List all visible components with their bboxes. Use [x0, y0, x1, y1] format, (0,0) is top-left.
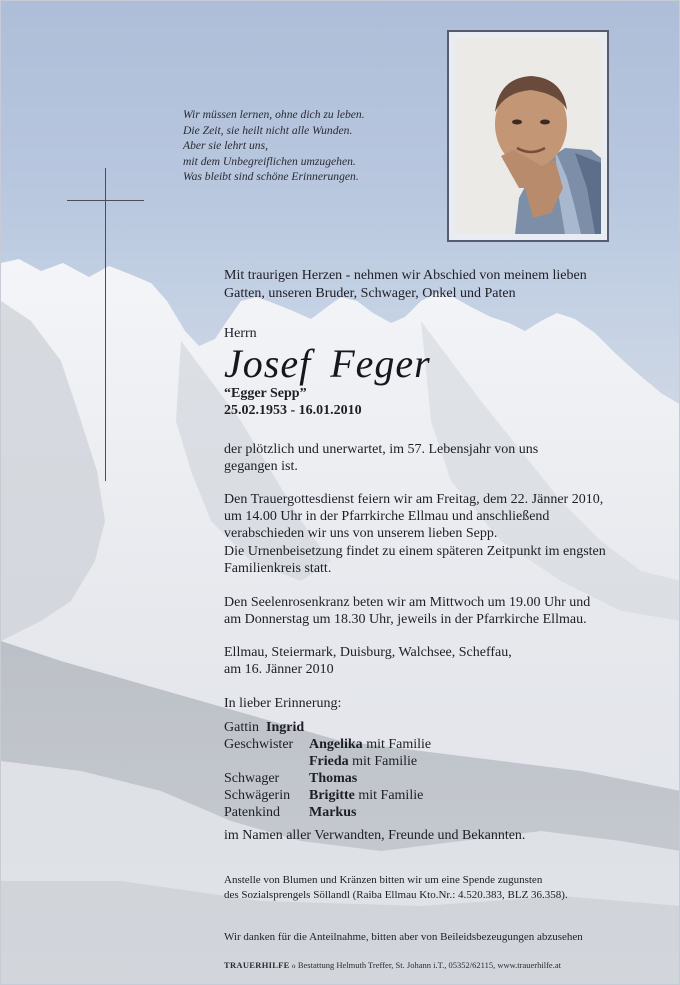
relative-role: Geschwister	[224, 737, 294, 752]
place-line: am 16. Jänner 2010	[224, 662, 334, 677]
relative-name: Markus	[309, 805, 357, 820]
relative-role: Gattin	[224, 720, 259, 735]
relative-row	[224, 804, 431, 821]
service-line: verabschieden wir uns von unserem lieben Sepp.	[224, 526, 498, 541]
service-line: Familienkreis statt.	[224, 561, 332, 576]
service-line: um 14.00 Uhr in der Pfarrkirche Ellmau und anschließend	[224, 509, 550, 524]
service-line: Den Trauergottesdienst feiern wir am Freitag, dem 22. Jänner 2010,	[224, 492, 604, 507]
relative-suffix: mit Familie	[352, 754, 418, 769]
salutation: Herrn	[224, 326, 257, 341]
relative-row	[224, 753, 431, 770]
poem-line: Was bleibt sind schöne Erinnerungen.	[183, 170, 359, 184]
poem	[183, 107, 423, 185]
relative-row	[224, 736, 431, 753]
poem-line: mit dem Unbegreiflichen umzugehen.	[183, 154, 356, 168]
nickname: “Egger Sepp”	[224, 386, 307, 401]
portrait-frame	[447, 30, 609, 242]
poem-line: Die Zeit, sie heilt nicht alle Wunden.	[183, 123, 353, 137]
footer-mark: ℴ	[291, 960, 296, 970]
relative-row	[224, 719, 431, 736]
passing-line: der plötzlich und unerwartet, im 57. Lebensjahr von uns	[224, 442, 539, 457]
footer-brand: TRAUERHILFE	[224, 960, 290, 970]
relative-name: Ingrid	[266, 720, 305, 735]
rosary-line: Den Seelenrosenkranz beten wir am Mittwoch um 19.00 Uhr und	[224, 595, 591, 610]
thanks-line: Wir danken für die Anteilnahme, bitten aber von Beileidsbezeugungen abzusehen	[224, 931, 583, 943]
intro-line: Mit traurigen Herzen - nehmen wir Abschied von meinem lieben	[224, 268, 587, 283]
cross-bar	[67, 200, 144, 201]
relative-row	[224, 787, 431, 804]
relative-name: Frieda	[309, 754, 349, 769]
service-line: Die Urnenbeisetzung findet zu einem späteren Zeitpunkt im engsten	[224, 544, 606, 559]
donation-line: des Sozialsprengels Söllandl (Raiba Ellmau Kto.Nr.: 4.520.383, BLZ 36.358).	[224, 889, 568, 901]
relative-name: Brigitte	[309, 788, 355, 803]
relative-name: Thomas	[309, 771, 358, 786]
place-line: Ellmau, Steiermark, Duisburg, Walchsee, Scheffau,	[224, 645, 512, 660]
footer-text: Bestattung Helmuth Treffer, St. Johann i.T., 05352/62115, www.trauerhilfe.at	[297, 960, 561, 970]
passing-line: gegangen ist.	[224, 459, 298, 474]
relative-name: Angelika	[309, 737, 363, 752]
memory-heading: In lieber Erinnerung:	[224, 696, 342, 711]
relative-role: Schwager	[224, 771, 280, 786]
footer	[224, 960, 561, 971]
cross-icon	[105, 168, 106, 481]
poem-line: Aber sie lehrt uns,	[183, 139, 269, 153]
relative-role: Patenkind	[224, 805, 280, 820]
poem-line: Wir müssen lernen, ohne dich zu leben.	[183, 108, 365, 121]
relatives-list	[224, 719, 431, 821]
relative-suffix: mit Familie	[366, 737, 432, 752]
relative-row	[224, 770, 431, 787]
intro-line: Gatten, unseren Bruder, Schwager, Onkel und Paten	[224, 286, 516, 301]
portrait-photo	[455, 38, 601, 234]
life-dates: 25.02.1953 - 16.01.2010	[224, 403, 362, 418]
deceased-name: Josef Feger	[224, 341, 431, 386]
donation-line: Anstelle von Blumen und Kränzen bitten wir um eine Spende zugunsten	[224, 874, 543, 886]
rosary-line: am Donnerstag um 18.30 Uhr, jeweils in der Pfarrkirche Ellmau.	[224, 612, 587, 627]
relative-role: Schwägerin	[224, 788, 291, 803]
relative-suffix: mit Familie	[358, 788, 424, 803]
closing-line: im Namen aller Verwandten, Freunde und Bekannten.	[224, 828, 526, 843]
